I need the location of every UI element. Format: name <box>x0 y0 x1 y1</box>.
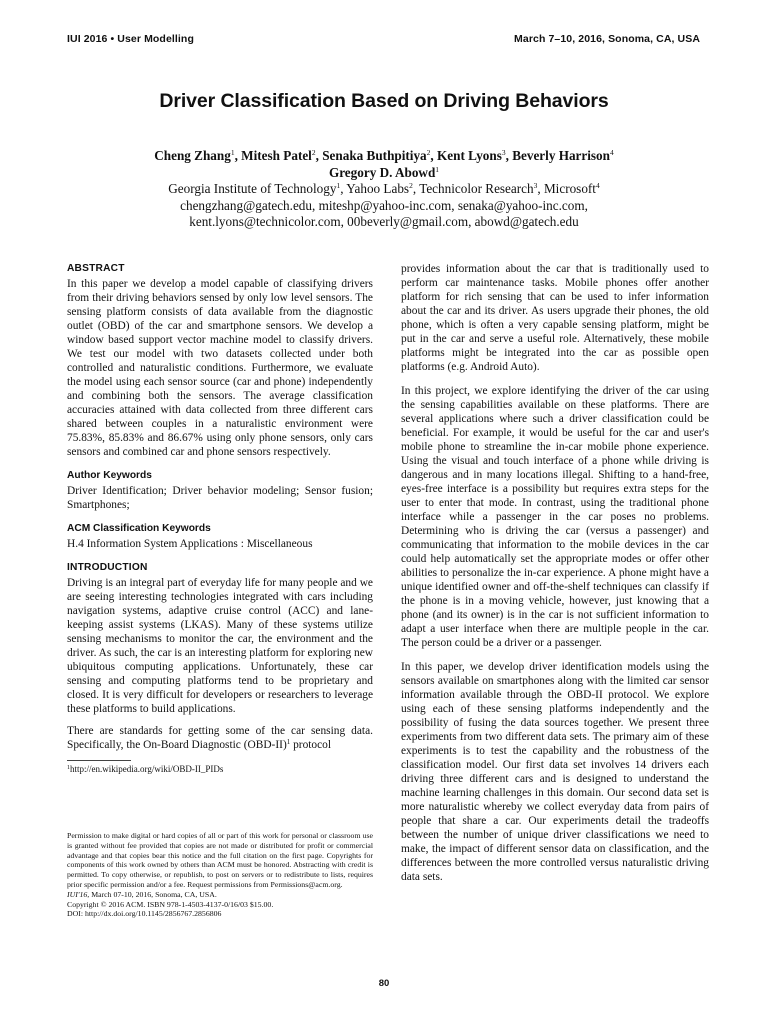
copyright-line: Copyright © 2016 ACM. ISBN 978-1-4503-4137-0/16/03 $15.00. <box>67 899 274 909</box>
affiliation-name: Georgia Institute of Technology <box>168 181 337 196</box>
author-affiliation-mark: 2 <box>426 148 431 157</box>
abstract-heading: ABSTRACT <box>67 263 125 274</box>
left-column <box>67 262 373 775</box>
author-block <box>60 148 708 231</box>
affiliations <box>60 181 708 198</box>
footnote <box>67 764 373 775</box>
venue-name: IUI'16 <box>67 889 88 899</box>
author-affiliation-mark: 1 <box>435 164 440 174</box>
affiliation-mark: 1 <box>336 181 341 190</box>
affiliation-mark: 4 <box>595 181 600 190</box>
author-separator: , <box>315 148 323 163</box>
introduction-paragraph-2 <box>67 724 373 752</box>
author-keywords-text: Driver Identification; Driver behavior modeling; Sensor fusion; Smartphones; <box>67 485 373 511</box>
body-paragraph: In this project, we explore identifying the driver of the car using the sensing capabilities available on these platforms. There are several applications where such a driver classification could be beneficial. For example, it would be useful for the car and user's mobile phone to streamline the in-car mobile phone experience. Using the visual and touch interface of a phone while driving is dangerous and in many locations illegal. Shifting to a hand-free, eyes-free interface is a possibility but requires extra steps for the user to enter that mode. In contrast, using the traditional phone interface while a passenger in the car poses no problems. Determining who is driving the car (versus a passenger) and communicating that information to the mobile devices in the car could help automatically set the appropriate modes or offer other abilities to personalize the in-car experience. A phone might have a unique identified owner and off-the-shelf techniques can classify if the phone is in a moving vehicle, however, just knowing that a phone (and its owner) is in the car is not sufficient information to adapt a user interface when there are multiple people in the car. The person could be a driver or a passenger. <box>401 385 709 649</box>
acm-keywords-heading: ACM Classification Keywords <box>67 523 211 534</box>
author-name: Senaka Buthpitiya <box>322 148 427 163</box>
author-name: Cheng Zhang <box>154 148 231 163</box>
affiliation-name: Technicolor Research <box>419 181 534 196</box>
acm-keywords-text: H.4 Information System Applications : Miscellaneous <box>67 538 313 550</box>
author-separator: , <box>430 148 437 163</box>
author-name: Gregory D. Abowd <box>328 164 436 180</box>
affiliation-name: Microsoft <box>543 181 596 196</box>
page-number: 80 <box>378 978 390 989</box>
running-header-right: March 7–10, 2016, Sonoma, CA, USA <box>514 33 700 45</box>
author-emails-line-2: kent.lyons@technicolor.com, 00beverly@gmail.com, abowd@gatech.edu <box>189 214 579 229</box>
body-paragraph: provides information about the car that is traditionally used to perform car maintenance tasks. Mobile phones offer another platform for rich sensing that can be used to infer information about the car and its driver. As users upgrade their phones, the old phone, which is often a very capable sensing platform, might be put in the car and serve a useful role. Alternatively, these mobile platforms might be integrated into the car as possible open platforms (e.g. Android Auto). <box>401 263 709 373</box>
introduction-paragraph-1: Driving is an integral part of everyday life for many people and we are seeing interesting technologies integrated with cars including navigation systems, adaptive cruise control (ACC) and lane-keeping assist systems (LKAS). Many of these systems utilize sensing mechanisms to monitor the car, the environment and the driver. As such, the car is an interesting platform for exploring new ubiquitous computing applications. Unfortunately, these car sensing and computing platforms tend to be proprietary and closed. It is very difficult for developers or researchers to leverage these platforms to build applications. <box>67 577 373 715</box>
introduction-paragraph-2-text: There are standards for getting some of the car sensing data. Specifically, the On-Board Diagnostic (OBD-II) <box>67 725 373 751</box>
paper-title: Driver Classification Based on Driving Behaviors <box>159 90 609 112</box>
venue-details: , March 07-10, 2016, Sonoma, CA, USA. <box>87 889 217 899</box>
author-affiliation-mark: 2 <box>311 148 316 157</box>
abstract-text: In this paper we develop a model capable of classifying drivers from their driving behaviors sensed by only low level sensors. The sensing platform consists of data available from the diagnostic outlet (OBD) of the car and smartphone sensors. We develop a window based support vector machine model to classify drivers. We test our model with two datasets collected under both controlled and naturalistic conditions. Furthermore, we evaluate the model using each sensor source (car and phone) independently and combining both the sensors. The average classification accuracies attained with data collected from three different cars shared between couples in a naturalistic environment were 75.83%, 85.83% and 86.67% using only phone sensors, only cars sensors and combined car and phone sensors respectively. <box>67 278 373 458</box>
right-column <box>401 262 709 884</box>
author-affiliation-mark: 1 <box>230 148 235 157</box>
permission-text: Permission to make digital or hard copies of all or part of this work for personal or classroom use is granted without fee provided that copies are not made or distributed for profit or commercial advantage and that copies bear this notice and the full citation on the first page. Copyrights for components of this work owned by others than ACM must be honored. Abstracting with credit is permitted. To copy otherwise, or republish, to post on servers or to redistribute to lists, requires prior specific permission and/or a fee. Request permissions from Permissions@acm.org. <box>67 831 373 889</box>
footnote-url[interactable]: http://en.wikipedia.org/wiki/OBD-II_PIDs <box>70 764 224 774</box>
affiliation-name: Yahoo Labs <box>346 181 410 196</box>
affiliation-separator: , <box>340 181 347 196</box>
footnote-rule <box>67 760 131 761</box>
affiliation-separator: , <box>412 181 420 196</box>
author-name: Kent Lyons <box>437 148 502 163</box>
author-emails-line-1: chengzhang@gatech.edu, miteshp@yahoo-inc.com, senaka@yahoo-inc.com, <box>180 197 588 213</box>
affiliation-mark: 3 <box>533 181 538 190</box>
author-keywords-heading: Author Keywords <box>67 470 152 481</box>
author-affiliation-mark: 4 <box>610 148 614 157</box>
doi-line[interactable]: DOI: http://dx.doi.org/10.1145/2856767.2856806 <box>67 909 222 919</box>
footnote-number: 1 <box>67 765 70 771</box>
introduction-heading: INTRODUCTION <box>67 562 148 573</box>
author-affiliation-mark: 3 <box>501 148 506 157</box>
running-header-left: IUI 2016 • User Modelling <box>67 33 194 45</box>
body-paragraph: In this paper, we develop driver identification models using the sensors available on smartphones along with the limited car sensor information available through the OBD-II protocol. We explore using each of these sensing platforms independently and the possibility of fusing the data sources together. We present three experiments from two different data sets. The primary aim of these experiments is to test the capability and the robustness of the classification model. Our first data set involves 14 drivers each driving three different cars and is designed to understand the machine learning challenges in this domain. Our second data set is more naturalistic whereby we collect everyday data from pairs of people that share a car. Our experiments detail the tradeoffs between the number of unique driver classifications we need to make, the impact of different sensor data on classification, and the differences between the more controlled versus naturalistic driving data sets. <box>401 661 709 883</box>
author-name: Beverly Harrison <box>512 148 610 163</box>
affiliation-mark: 2 <box>409 181 413 190</box>
author-separator: , <box>505 148 513 163</box>
venue-line <box>67 890 373 900</box>
affiliation-separator: , <box>537 181 544 196</box>
introduction-paragraph-2-tail: protocol <box>290 739 332 751</box>
permission-block <box>67 831 373 919</box>
author-names <box>60 148 708 181</box>
author-name: Mitesh Patel <box>241 148 312 163</box>
footnote-marker: 1 <box>286 738 291 746</box>
author-separator: , <box>234 148 242 163</box>
